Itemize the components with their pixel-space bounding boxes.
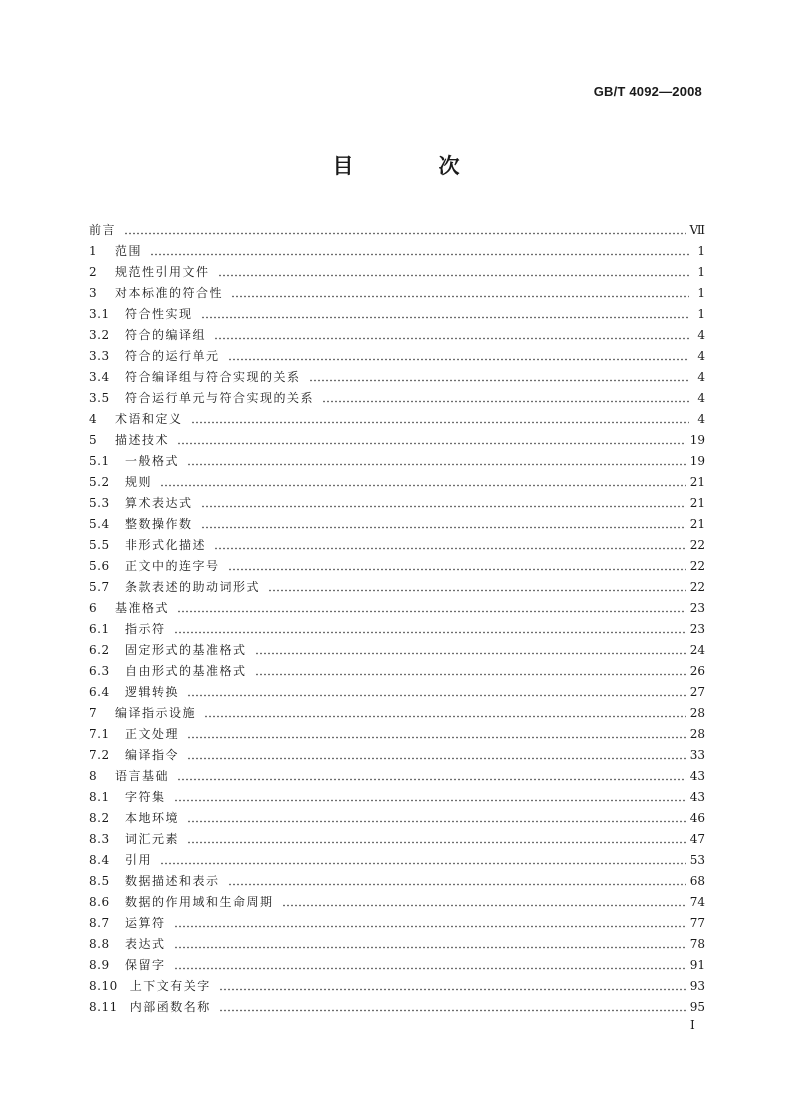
toc-entry[interactable] <box>89 703 705 724</box>
toc-entry-page: 1 <box>697 244 705 258</box>
toc-entry-number: 8.10 <box>89 979 118 993</box>
toc-entry-number: 3.2 <box>89 328 110 342</box>
toc-entry-page: 21 <box>689 496 705 510</box>
toc-entry-number: 5.1 <box>89 454 110 468</box>
toc-entry-number: 6.1 <box>89 622 110 636</box>
toc-entry-number: 2 <box>89 265 98 279</box>
dot-leader <box>177 766 686 787</box>
toc-entry-title: 内部函数名称 <box>129 1000 211 1014</box>
toc-entry-number: 4 <box>89 412 98 426</box>
toc-entry-title: 正文处理 <box>125 727 180 741</box>
toc-entry-title: 规范性引用文件 <box>115 265 210 279</box>
toc-entry-number: 5.4 <box>89 517 110 531</box>
toc-entry-title: 字符集 <box>125 790 166 804</box>
toc-entry-number: 6.4 <box>89 685 110 699</box>
toc-entry[interactable] <box>89 451 705 472</box>
toc-entry[interactable] <box>89 472 705 493</box>
toc-entry-page: 21 <box>689 517 705 531</box>
toc-entry-title: 引用 <box>125 853 153 867</box>
toc-entry-number: 1 <box>89 244 98 258</box>
toc-entry-page: 4 <box>697 349 705 363</box>
toc-entry-title: 运算符 <box>125 916 166 930</box>
dot-leader <box>174 955 686 976</box>
dot-leader <box>282 892 686 913</box>
toc-entry-title: 基准格式 <box>115 601 170 615</box>
toc-entry-title: 逻辑转换 <box>125 685 180 699</box>
toc-entry-number: 3.5 <box>89 391 110 405</box>
toc-entry[interactable] <box>89 598 705 619</box>
toc-entry-page: 22 <box>689 559 705 573</box>
toc-entry-page: 1 <box>697 265 705 279</box>
toc-entry-number: 8.4 <box>89 853 110 867</box>
toc-entry[interactable] <box>89 997 705 1018</box>
toc-entry-title: 正文中的连字号 <box>125 559 220 573</box>
toc-entry-number: 7 <box>89 706 98 720</box>
dot-leader <box>201 514 686 535</box>
dot-leader <box>191 409 689 430</box>
dot-leader <box>174 934 686 955</box>
toc-entry-page: 28 <box>689 706 705 720</box>
toc-entry-number: 8.11 <box>89 1000 118 1014</box>
toc-entry[interactable] <box>89 640 705 661</box>
toc-entry-page: 95 <box>689 1000 705 1014</box>
toc-entry-number: 8.5 <box>89 874 110 888</box>
toc-entry-number: 8.7 <box>89 916 110 930</box>
toc-entry-number: 6.3 <box>89 664 110 678</box>
toc-entry[interactable] <box>89 976 705 997</box>
toc-entry[interactable] <box>89 850 705 871</box>
toc-entry-title: 条款表述的助动词形式 <box>125 580 261 594</box>
toc-entry-title: 算术表达式 <box>125 496 193 510</box>
toc-entry-page: 21 <box>689 475 705 489</box>
toc-entry[interactable] <box>89 430 705 451</box>
table-of-contents <box>89 220 705 1018</box>
dot-leader <box>228 556 686 577</box>
toc-entry-page: 47 <box>689 832 705 846</box>
toc-entry-page: 22 <box>689 580 705 594</box>
toc-entry-number: 7.1 <box>89 727 110 741</box>
toc-entry[interactable] <box>89 871 705 892</box>
toc-entry-page: 1 <box>697 286 705 300</box>
dot-leader <box>214 325 689 346</box>
toc-entry-page: 23 <box>689 622 705 636</box>
toc-entry-number: 8.8 <box>89 937 110 951</box>
toc-entry-page: 93 <box>689 979 705 993</box>
dot-leader <box>255 640 686 661</box>
dot-leader <box>187 808 686 829</box>
dot-leader <box>187 745 686 766</box>
toc-entry-title: 指示符 <box>125 622 166 636</box>
dot-leader <box>214 535 686 556</box>
toc-entry-title: 本地环境 <box>125 811 180 825</box>
toc-entry[interactable] <box>89 304 705 325</box>
toc-entry-number: 3 <box>89 286 98 300</box>
toc-entry[interactable] <box>89 766 705 787</box>
dot-leader <box>187 682 686 703</box>
toc-entry-title: 描述技术 <box>115 433 170 447</box>
toc-entry-number: 8.3 <box>89 832 110 846</box>
toc-entry[interactable] <box>89 913 705 934</box>
toc-entry[interactable] <box>89 787 705 808</box>
dot-leader <box>219 976 686 997</box>
dot-leader <box>322 388 689 409</box>
toc-entry-page: 68 <box>689 874 705 888</box>
toc-entry[interactable] <box>89 724 705 745</box>
toc-entry-title: 非形式化描述 <box>125 538 207 552</box>
dot-leader <box>204 703 686 724</box>
dot-leader <box>268 577 686 598</box>
toc-entry-title: 符合的运行单元 <box>125 349 220 363</box>
toc-entry-number: 8.1 <box>89 790 110 804</box>
toc-entry[interactable] <box>89 493 705 514</box>
toc-entry-title: 一般格式 <box>125 454 180 468</box>
toc-entry-number: 8.2 <box>89 811 110 825</box>
toc-entry-page: 4 <box>697 370 705 384</box>
toc-entry-number: 3.1 <box>89 307 110 321</box>
toc-entry-title: 前言 <box>89 223 117 237</box>
toc-entry-number: 8.6 <box>89 895 110 909</box>
dot-leader <box>150 241 689 262</box>
toc-entry[interactable] <box>89 892 705 913</box>
toc-entry-number: 5.5 <box>89 538 110 552</box>
toc-entry-title: 自由形式的基准格式 <box>125 664 247 678</box>
toc-entry-page: 43 <box>689 769 705 783</box>
toc-entry-page: 23 <box>689 601 705 615</box>
toc-entry-number: 3.4 <box>89 370 110 384</box>
toc-entry-title: 整数操作数 <box>125 517 193 531</box>
toc-entry-title: 表达式 <box>125 937 166 951</box>
toc-entry-page: 22 <box>689 538 705 552</box>
dot-leader <box>228 346 689 367</box>
toc-entry[interactable] <box>89 241 705 262</box>
toc-entry-page: Ⅶ <box>689 223 705 237</box>
toc-entry-title: 编译指示设施 <box>115 706 197 720</box>
toc-entry[interactable] <box>89 409 705 430</box>
toc-entry-page: 28 <box>689 727 705 741</box>
toc-entry-title: 固定形式的基准格式 <box>125 643 247 657</box>
dot-leader <box>309 367 689 388</box>
page-title: 目 次 <box>332 154 492 178</box>
toc-entry-title: 符合的编译组 <box>125 328 207 342</box>
dot-leader <box>160 850 686 871</box>
toc-entry[interactable] <box>89 577 705 598</box>
toc-entry[interactable] <box>89 514 705 535</box>
toc-entry[interactable] <box>89 220 705 241</box>
toc-entry-title: 语言基础 <box>115 769 170 783</box>
toc-entry-page: 1 <box>697 307 705 321</box>
toc-entry-number: 8.9 <box>89 958 110 972</box>
toc-entry-page: 26 <box>689 664 705 678</box>
toc-entry-page: 19 <box>689 454 705 468</box>
toc-entry-title: 对本标准的符合性 <box>115 286 224 300</box>
dot-leader <box>174 619 686 640</box>
dot-leader <box>174 787 686 808</box>
toc-entry-number: 7.2 <box>89 748 110 762</box>
toc-entry-title: 编译指令 <box>125 748 180 762</box>
page-number: I <box>690 1018 695 1032</box>
dot-leader <box>187 724 686 745</box>
toc-entry[interactable] <box>89 346 705 367</box>
toc-entry-page: 46 <box>689 811 705 825</box>
toc-entry-title: 符合编译组与符合实现的关系 <box>125 370 301 384</box>
toc-entry-number: 5.3 <box>89 496 110 510</box>
toc-entry-number: 5.6 <box>89 559 110 573</box>
toc-entry-title: 规则 <box>125 475 153 489</box>
dot-leader <box>160 472 686 493</box>
toc-entry-title: 数据描述和表示 <box>125 874 220 888</box>
toc-entry-number: 5 <box>89 433 98 447</box>
toc-entry-page: 77 <box>689 916 705 930</box>
toc-entry-page: 78 <box>689 937 705 951</box>
toc-entry-page: 91 <box>689 958 705 972</box>
toc-entry[interactable] <box>89 262 705 283</box>
toc-entry-title: 保留字 <box>125 958 166 972</box>
dot-leader <box>218 262 689 283</box>
dot-leader <box>219 997 686 1018</box>
toc-entry[interactable] <box>89 808 705 829</box>
dot-leader <box>201 493 686 514</box>
toc-entry[interactable] <box>89 367 705 388</box>
dot-leader <box>231 283 689 304</box>
dot-leader <box>187 829 686 850</box>
toc-entry-title: 上下文有关字 <box>129 979 211 993</box>
toc-entry-page: 4 <box>697 412 705 426</box>
toc-entry[interactable] <box>89 388 705 409</box>
toc-entry[interactable] <box>89 955 705 976</box>
toc-entry[interactable] <box>89 556 705 577</box>
toc-entry[interactable] <box>89 283 705 304</box>
dot-leader <box>255 661 686 682</box>
toc-entry-title: 符合运行单元与符合实现的关系 <box>125 391 315 405</box>
dot-leader <box>187 451 686 472</box>
toc-entry-page: 33 <box>689 748 705 762</box>
toc-entry[interactable] <box>89 745 705 766</box>
toc-entry-title: 符合性实现 <box>125 307 193 321</box>
toc-entry-number: 5.2 <box>89 475 110 489</box>
dot-leader <box>174 913 686 934</box>
dot-leader <box>201 304 689 325</box>
toc-entry[interactable] <box>89 934 705 955</box>
toc-entry-page: 74 <box>689 895 705 909</box>
dot-leader <box>228 871 686 892</box>
toc-entry[interactable] <box>89 619 705 640</box>
toc-entry[interactable] <box>89 535 705 556</box>
toc-entry[interactable] <box>89 682 705 703</box>
toc-entry[interactable] <box>89 661 705 682</box>
toc-entry-title: 词汇元素 <box>125 832 180 846</box>
toc-entry-page: 4 <box>697 391 705 405</box>
toc-entry-number: 5.7 <box>89 580 110 594</box>
toc-entry-page: 43 <box>689 790 705 804</box>
toc-entry-number: 8 <box>89 769 98 783</box>
toc-entry-title: 数据的作用域和生命周期 <box>125 895 274 909</box>
toc-entry-number: 6 <box>89 601 98 615</box>
standard-code: GB/T 4092—2008 <box>593 84 702 99</box>
toc-entry-page: 24 <box>689 643 705 657</box>
toc-entry-title: 术语和定义 <box>115 412 183 426</box>
toc-entry-page: 27 <box>689 685 705 699</box>
toc-entry-number: 3.3 <box>89 349 110 363</box>
toc-entry-number: 6.2 <box>89 643 110 657</box>
toc-entry[interactable] <box>89 325 705 346</box>
dot-leader <box>124 220 685 241</box>
toc-entry-page: 4 <box>697 328 705 342</box>
toc-entry-page: 53 <box>689 853 705 867</box>
dot-leader <box>177 598 686 619</box>
toc-entry-page: 19 <box>689 433 705 447</box>
dot-leader <box>177 430 686 451</box>
toc-entry[interactable] <box>89 829 705 850</box>
toc-entry-title: 范围 <box>115 244 143 258</box>
